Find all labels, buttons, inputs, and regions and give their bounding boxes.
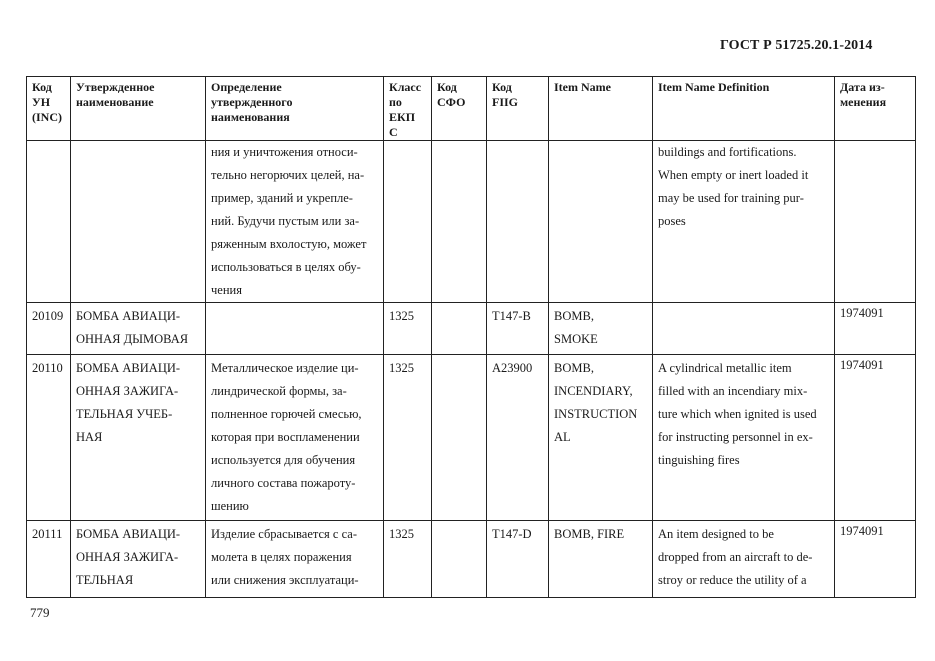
text-line: ОННАЯ ДЫМОВАЯ (76, 332, 189, 346)
text-line: BOMB, FIRE (554, 527, 625, 541)
text-line: менения (840, 95, 887, 109)
text-line: Определение (211, 80, 282, 94)
header-code (27, 77, 71, 141)
cell-sfo (432, 521, 487, 598)
text-line: ния и уничтожения относи- (211, 145, 358, 159)
cell-code: 20110 (27, 355, 71, 521)
cell-name (71, 141, 206, 303)
text-line: ture which when ignited is used (658, 407, 817, 421)
text-line: AL (554, 430, 571, 444)
text-line: FIIG (492, 95, 519, 109)
cell-item-definition (653, 521, 835, 598)
cell-fiig: T147-B (487, 303, 549, 355)
text-line: Изделие сбрасывается с са- (211, 527, 358, 541)
text-line: СФО (437, 95, 466, 109)
text-line: утвержденного (211, 95, 293, 109)
cell-date: 1974091 (835, 355, 916, 521)
text-line: buildings and fortifications. (658, 145, 797, 159)
cell-code: 20109 (27, 303, 71, 355)
text-line: НАЯ (76, 430, 103, 444)
text-line: may be used for training pur- (658, 191, 804, 205)
header-sfo (432, 77, 487, 141)
text-line: использоваться в целях обу- (211, 260, 361, 274)
text-line: BOMB, (554, 361, 594, 375)
text-line: Класс (389, 80, 422, 94)
cell-class (384, 141, 432, 303)
text-line: An item designed to be (658, 527, 774, 541)
cell-item-name (549, 521, 653, 598)
cell-fiig: A23900 (487, 355, 549, 521)
text-line: которая при воспламенении (211, 430, 360, 444)
cell-name (71, 521, 206, 598)
table-row (27, 141, 916, 303)
text-line: Item Name Definition (658, 80, 770, 94)
header-date (835, 77, 916, 141)
table-row (27, 355, 916, 521)
text-line: БОМБА АВИАЦИ- (76, 361, 181, 375)
cell-date: 1974091 (835, 521, 916, 598)
text-line: ЕКП (389, 110, 416, 124)
cell-sfo (432, 303, 487, 355)
cell-sfo (432, 141, 487, 303)
text-line: dropped from an aircraft to de- (658, 550, 813, 564)
text-line: for instructing personnel in ex- (658, 430, 813, 444)
text-line: БОМБА АВИАЦИ- (76, 527, 181, 541)
cell-definition (206, 355, 384, 521)
page-number: 779 (30, 605, 50, 620)
cell-item-name (549, 303, 653, 355)
text-line: A cylindrical metallic item (658, 361, 792, 375)
header-item-name (549, 77, 653, 141)
text-line: личного состава пожароту- (211, 476, 356, 490)
text-line: Код (492, 80, 512, 94)
cell-definition (206, 303, 384, 355)
text-line: INCENDIARY, (554, 384, 633, 398)
text-line: С (389, 125, 398, 139)
cell-fiig: T147-D (487, 521, 549, 598)
text-line: Дата из- (840, 80, 885, 94)
text-line: ОННАЯ ЗАЖИГА- (76, 384, 179, 398)
cell-item-definition (653, 141, 835, 303)
text-line: молета в целях поражения (211, 550, 352, 564)
cell-item-name (549, 141, 653, 303)
text-line: наименования (211, 110, 290, 124)
cell-item-definition (653, 355, 835, 521)
cell-item-name (549, 355, 653, 521)
text-line: УН (32, 95, 51, 109)
text-line: полненное горючей смесью, (211, 407, 362, 421)
text-line: tinguishing fires (658, 453, 740, 467)
header-definition (206, 77, 384, 141)
header-item-name-definition (653, 77, 835, 141)
cell-item-definition (653, 303, 835, 355)
text-line: линдрической формы, за- (211, 384, 347, 398)
text-line: чения (211, 283, 242, 297)
text-line: Код (437, 80, 457, 94)
cell-definition (206, 141, 384, 303)
text-line: пример, зданий и укрепле- (211, 191, 353, 205)
text-line: используется для обучения (211, 453, 356, 467)
text-line: stroy or reduce the utility of a (658, 573, 807, 587)
header-fiig (487, 77, 549, 141)
text-line: poses (658, 214, 686, 228)
cell-date: 1974091 (835, 303, 916, 355)
table-header-row (27, 77, 916, 141)
text-line: наименование (76, 95, 154, 109)
text-line: шению (211, 499, 249, 513)
cell-definition (206, 521, 384, 598)
text-line: SMOKE (554, 332, 598, 346)
cell-class: 1325 (384, 303, 432, 355)
text-line: When empty or inert loaded it (658, 168, 809, 182)
text-line: INSTRUCTION (554, 407, 638, 421)
text-line: BOMB, (554, 309, 594, 323)
cell-name (71, 303, 206, 355)
text-line: Код (32, 80, 52, 94)
cell-class: 1325 (384, 355, 432, 521)
text-line: ТЕЛЬНАЯ (76, 573, 134, 587)
cell-sfo (432, 355, 487, 521)
header-approved-name (71, 77, 206, 141)
cell-class: 1325 (384, 521, 432, 598)
text-line: ОННАЯ ЗАЖИГА- (76, 550, 179, 564)
document-standard-header: ГОСТ Р 51725.20.1-2014 (720, 38, 873, 53)
text-line: Item Name (554, 80, 611, 94)
text-line: БОМБА АВИАЦИ- (76, 309, 181, 323)
text-line: ТЕЛЬНАЯ УЧЕБ- (76, 407, 173, 421)
text-line: ряженным вхолостую, может (211, 237, 367, 251)
nomenclature-table (26, 76, 916, 598)
table-row (27, 303, 916, 355)
cell-date (835, 141, 916, 303)
text-line: (INC) (32, 110, 62, 124)
text-line: тельно негорючих целей, на- (211, 168, 365, 182)
text-line: ний. Будучи пустым или за- (211, 214, 360, 228)
cell-code (27, 141, 71, 303)
text-line: Утвержденное (76, 80, 155, 94)
text-line: Металлическое изделие ци- (211, 361, 359, 375)
text-line: filled with an incendiary mix- (658, 384, 808, 398)
cell-name (71, 355, 206, 521)
table-row (27, 521, 916, 598)
text-line: или снижения эксплуатаци- (211, 573, 359, 587)
cell-code: 20111 (27, 521, 71, 598)
header-class (384, 77, 432, 141)
cell-fiig (487, 141, 549, 303)
text-line: по (389, 95, 402, 109)
